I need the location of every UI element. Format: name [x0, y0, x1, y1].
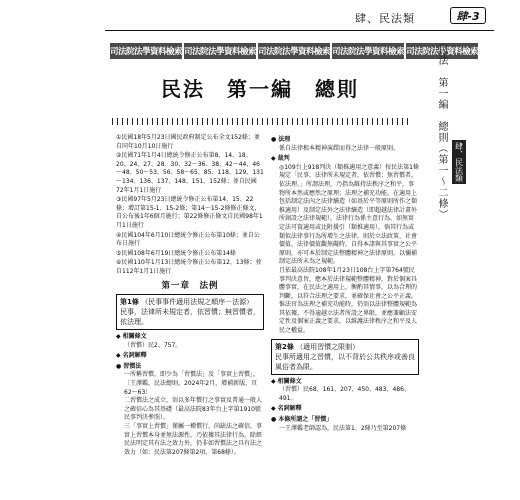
related-articles-heading: ◆ 相關條文: [271, 378, 419, 387]
article-label: 第1條: [120, 298, 139, 307]
history-item: ①民國18年5月23日國民政府制定公布全文152條；並自同年10月10日施行: [116, 134, 260, 150]
header-title: 肆、民法類: [355, 12, 415, 25]
banner-item: 司法院法學資料檢索: [406, 43, 478, 59]
term-definition-heading: ◆ 名詞解釋: [116, 352, 264, 361]
term-heading: ● 本條所謂之「習慣」: [271, 416, 419, 425]
rulings-heading: ◆ 裁判: [271, 155, 419, 164]
paragraph: 一王澤鑑老師認為，民法第1、2條乃至第207條: [279, 424, 407, 432]
side-vertical-title: 民法 第一編 總則（第一～二條）: [436, 44, 447, 220]
related-articles: （習慣）民68、161、207、450、483、486、491。: [279, 386, 410, 402]
decorative-ruler: [112, 118, 412, 125]
paragraph: 且依最高法院108年1月23日108台上字第764號民事判決意旨，應本於法律規範整體精神，對於個案具體事實，在民法之適用上，衡酌其情事，以為合理的判斷，以符合法理之要求，並確保社會之公平正義。惟法官為法理之補充功能時，仍須以法律整體規範為其依據，不得逾越立法者所設之界限，並應兼顧法安定性及個案正義之要求，以維護法律秩序之和平及人民之權益。: [279, 266, 418, 335]
side-tab: 肆、民法類: [452, 140, 466, 184]
article-body: 民事所適用之習慣，以不背於公共秩序或善良風俗者為限。: [275, 352, 415, 371]
paragraph: ◎109台上918判決（類推適用之意義）按民法第1條規定「民事，法律所未規定者，依習慣；無習慣者，依法理。」所謂法理，乃指為維持法秩序之和平，事物所本然或應然之原理；法理之補充功能，在適用上包括制定法內之法律續造（如基於平等原則所作之類推適用）及制定法外之法律續造（即超越法律計畫外所創設之法律規範）。法律行為係主意行為，如無實定法可資適用或比附援引（類推適用），倘其行為或類似法律事行為所增生之法律，則於立法政策、社會價值，法律價值觀無礙時，自得本諸與其事實之公平原則，亦可本於制定法整體精神之法律原則，以彌補制定法所未為之規範。: [279, 163, 419, 266]
term-definition-heading: ◆ 名詞解釋: [271, 405, 419, 414]
banner-item: 司法院法學資料檢索: [110, 43, 182, 59]
chapter-title: 第一章 法例: [161, 280, 219, 291]
banner-item: 司法院法學資料檢索: [184, 43, 256, 59]
paragraph: 係自法律根本精神演繹而得之法律一般原則。: [279, 144, 400, 152]
banner-item: 司法院法學資料檢索: [332, 43, 404, 59]
related-articles-heading: ◆ 相關條文: [116, 333, 264, 342]
article-label: 第2條: [275, 342, 294, 351]
header-rule: [105, 30, 494, 31]
history-item: ③民國97年5月23日總統令修正公布第14、15、22條；增訂第15-1、15-2條；第14～15-2條修正條文，自公布後1年6個月施行；第22條修正條文自民國98年1月1日施行: [116, 196, 263, 229]
term-heading: ● 法理: [271, 136, 419, 145]
article-subtitle: （適用習慣之限制）: [296, 342, 360, 351]
article-2-box: [271, 339, 419, 375]
page-title: 民法 第一編 總則: [161, 77, 359, 101]
history-item: ⑥民國110年1月13日總統令修正公布第12、13條；並自112年1月1日施行: [116, 259, 262, 275]
right-column: [271, 134, 419, 433]
left-column: [116, 134, 264, 457]
history-item: ⑤民國108年6月19日總統令修正公布第14條: [116, 249, 236, 257]
ruler-tick: [407, 118, 412, 125]
banner: [110, 43, 479, 59]
history-item: ④民國104年6月10日總統令修正公布第10條；並自公布日施行: [116, 231, 260, 248]
article-body: 民事，法律所未規定者，依習慣；無習慣者，依法理。: [120, 308, 260, 327]
term-heading: ● 習慣法: [116, 363, 264, 372]
page-header: [0, 0, 520, 36]
list-item: 一所稱習慣，即少為「習慣法」及「事實上習慣」，〔王澤鑑，民法總則，2024年2月，增補新版，頁62～63〕: [124, 371, 260, 396]
article-1-box: [116, 294, 264, 330]
related-articles: （習慣）民2、757。: [124, 341, 182, 349]
article-subtitle: （民事事件適用法規之順序－法源）: [141, 298, 254, 307]
list-item: 二習慣法之成立，須以多年慣行之事實及普通一般人之確信心為其基礎（最高法院83年台上字第1910號民事判決參照）。: [124, 397, 263, 422]
history-item: ②民國71年1月4日總統令修正公布第8、14、18、20、24、27、28、30、32～36、38、42～44、46～48、50～53、56、58～65、85、118、129、131～134、136、137、148、151、152條；並自民國72年1月1日施行: [116, 152, 264, 194]
banner-item: 司法院法學資料檢索: [258, 43, 330, 59]
page-badge: 肆-3: [450, 7, 486, 24]
list-item: 三「事實上習慣」僅屬一種慣行，尚缺法之確信，事實上習慣本身並無法源性，乃依據其法律行為，除經民法明定其有法之效力外，仍非如習慣法之具有法之效力（如：民法第207條第2項、第68條）。: [124, 423, 263, 456]
